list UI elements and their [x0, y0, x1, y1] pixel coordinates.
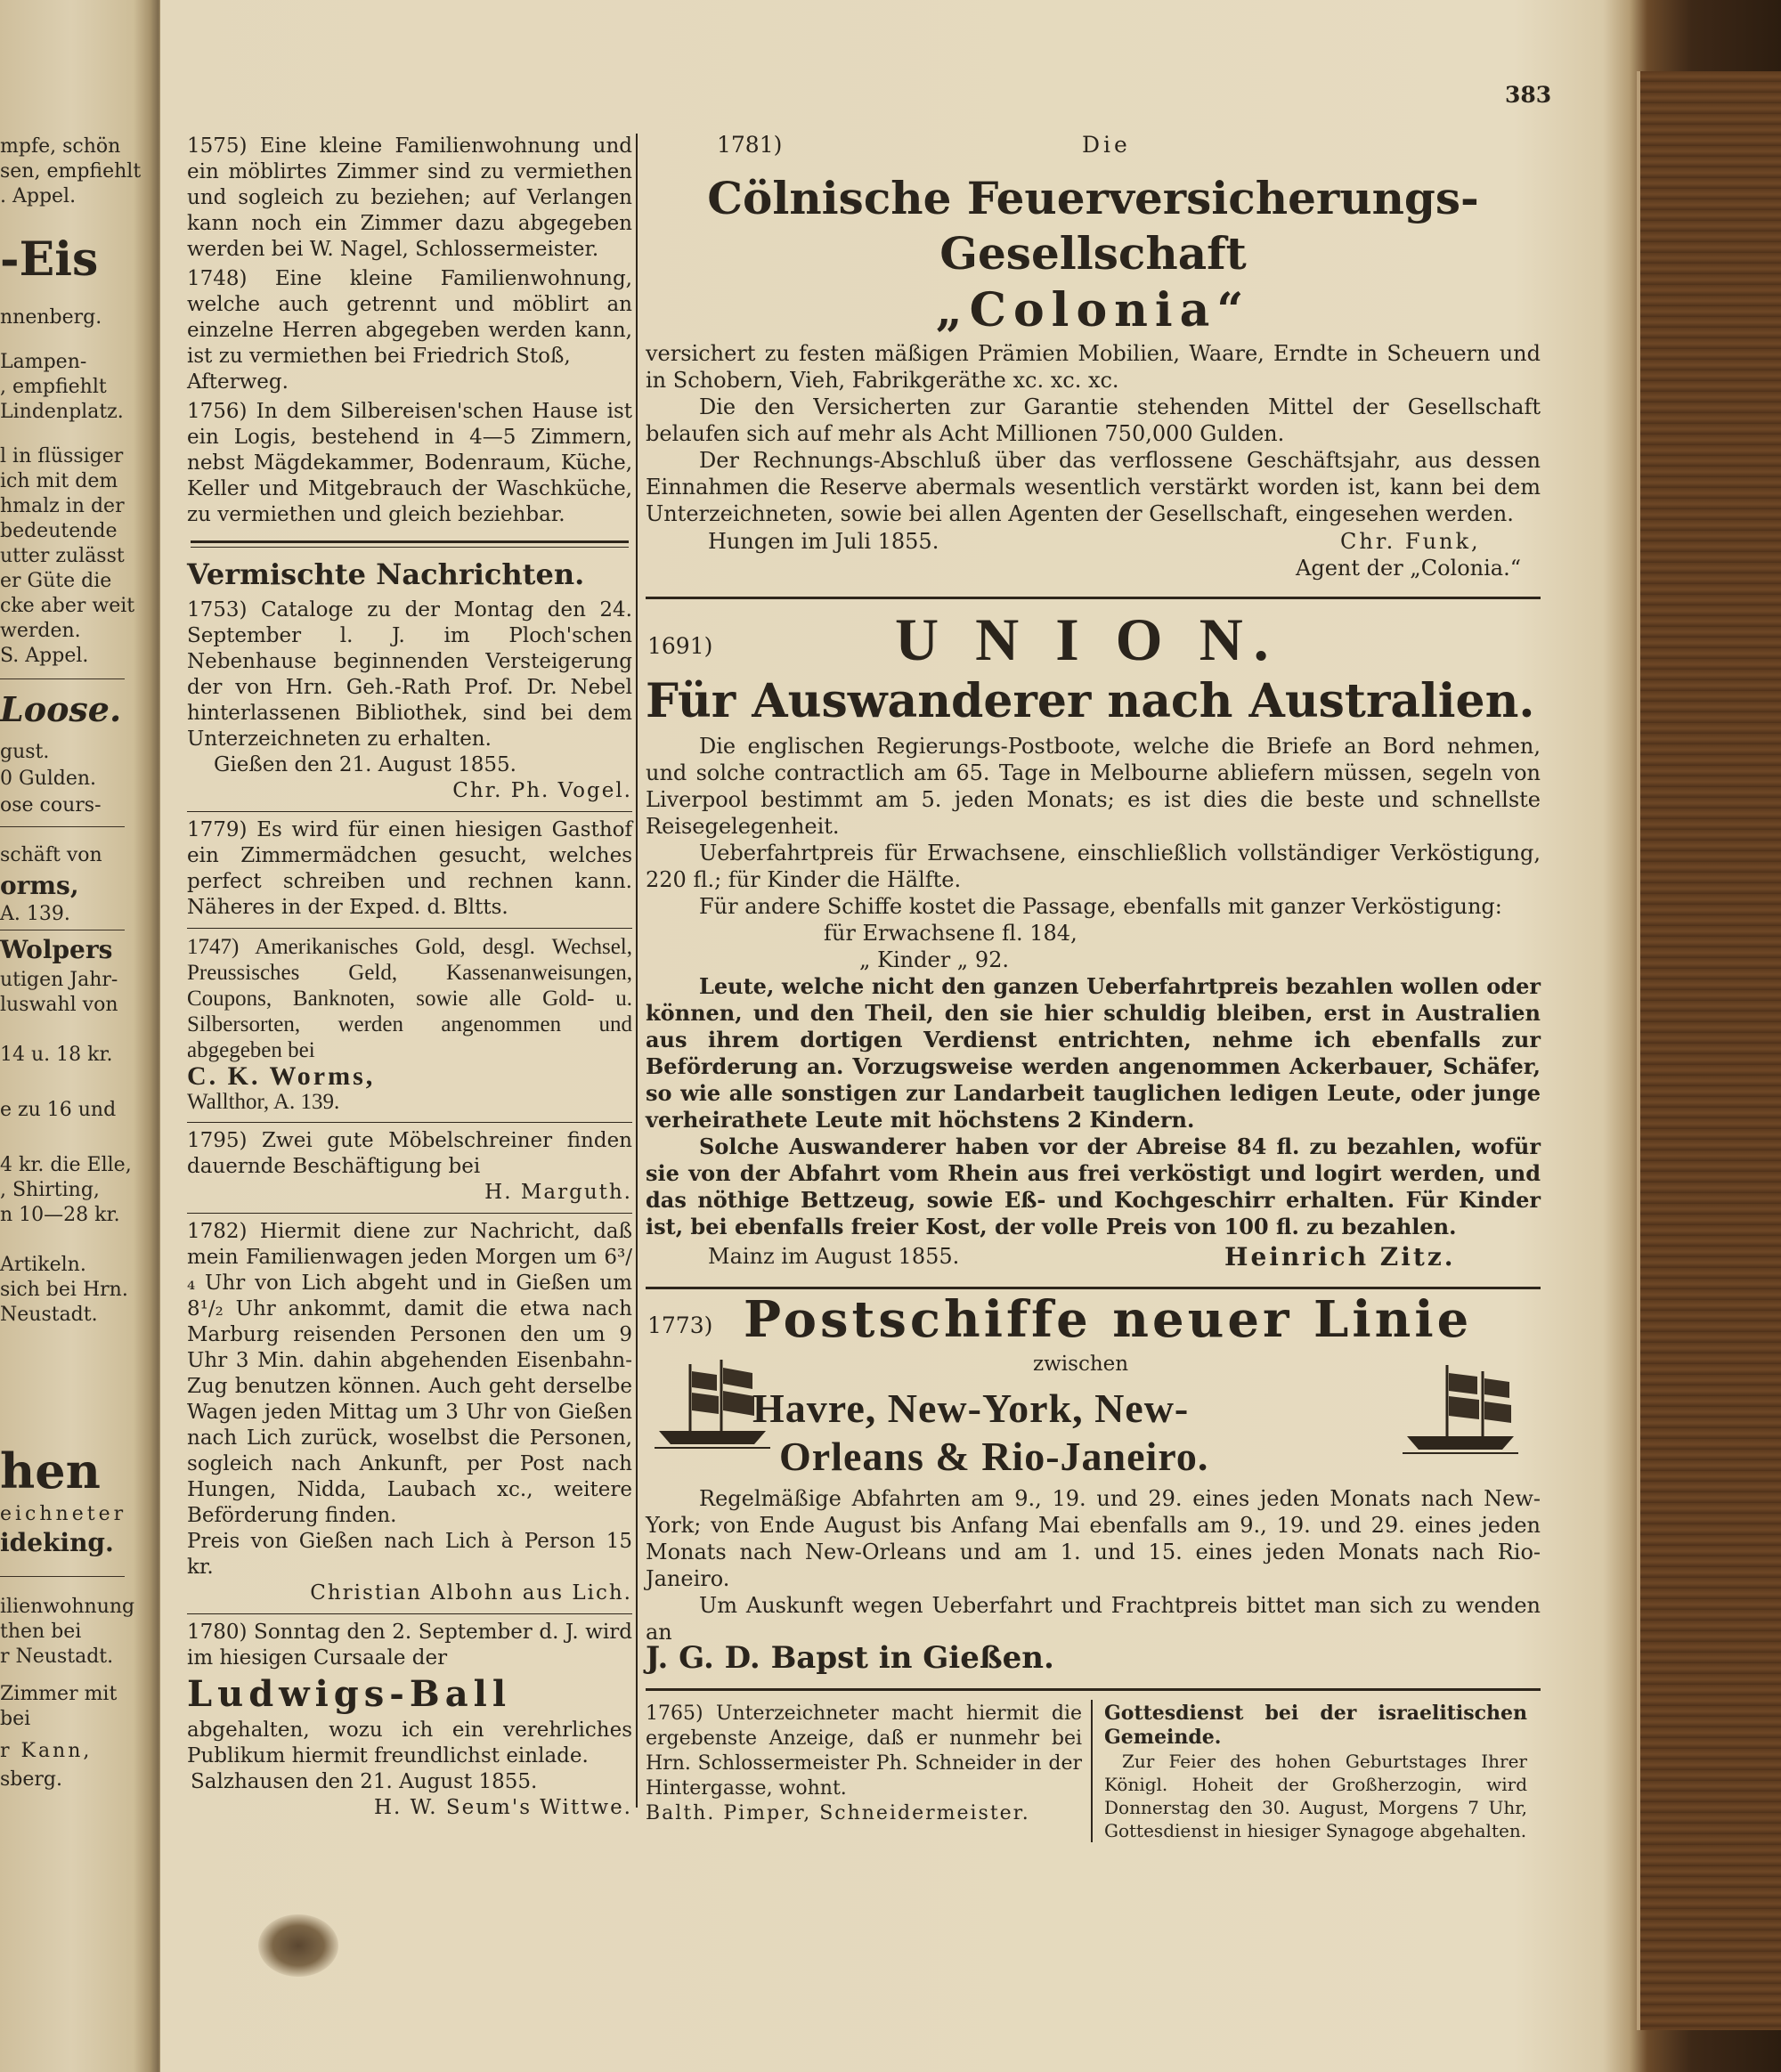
ad-divider: [187, 1613, 632, 1614]
left-fragment: utigen Jahr-: [0, 969, 118, 991]
post-zwischen: zwischen: [1033, 1353, 1129, 1376]
left-fragment: . Appel.: [0, 185, 77, 207]
left-fragment: Neustadt.: [0, 1304, 98, 1326]
left-fragment: hen: [0, 1442, 101, 1499]
book-spine: [1637, 71, 1781, 2030]
left-fragment: then bei: [0, 1621, 82, 1643]
post-paragraph-2: Um Auskunft wegen Ueberfahrt und Frachtpreis bittet man sich zu wenden an: [646, 1593, 1541, 1645]
colonia-title: Cölnische Feuerversicherungs-Gesellschaft: [707, 172, 1479, 280]
left-fragment: orms,: [0, 871, 79, 900]
left-fragment: schäft von: [0, 844, 102, 866]
left-divider: [0, 826, 125, 827]
ad-1779: 1779) Es wird für einen hiesigen Gasthof ein Zimmermädchen gesucht, welches perfect schreiben und rechnen kann. Näheres in der Exped. d. Bltts.: [187, 818, 632, 919]
gottesdienst-body: Zur Feier des hohen Geburtstages Ihrer Königl. Hoheit der Großherzogin, wird Donnerstag den 30. August, Morgens 7 Uhr, Gottesdienst in hiesiger Synagoge abgehalten.: [1104, 1751, 1527, 1841]
ad-1756: 1756) In dem Silbereisen'schen Hause ist ein Logis, bestehend in 4—5 Zimmern, nebst Mägdekammer, Bodenraum, Küche, Keller und Mitgebrauch der Waschküche, zu vermiethen und gleich beziehbar.: [187, 400, 632, 526]
ad-1747: 1747) Amerikanisches Gold, desgl. Wechsel, Preussisches Geld, Kassenanweisungen, Coupons, Banknoten, sowie alle Gold- u. Silbersorten, werden angenommen und abgegeben bei: [187, 935, 632, 1062]
ad-divider: [187, 928, 632, 929]
ad-1780-intro: 1780) Sonntag den 2. September d. J. wird im hiesigen Cursaale der: [187, 1621, 632, 1670]
ad-1782: 1782) Hiermit diene zur Nachricht, daß mein Familienwagen jeden Morgen um 6³/₄ Uhr von Lich abgeht und in Gießen um 8¹/₂ Uhr ankommt, damit die etwa nach Marburg reisenden Personen den um 9 Uhr 3 Min. dahin abgehenden Eisenbahn-Zug benutzen können. Auch geht derselbe Wagen jeden Mittag um 3 Uhr von Gießen nach Lich zurück, woselbst die Personen, sogleich nach Ankunft, per Post nach Hungen, Nidda, Laubach xc., weitere Beförderung finden.: [187, 1220, 632, 1527]
post-title: Postschiffe neuer Linie: [744, 1290, 1473, 1349]
ad-1575: 1575) Eine kleine Familienwohnung und ein möblirtes Zimmer sind zu vermiethen und sogleich zu beziehen; auf Verlangen kann noch ein Zimmer dazu abgegeben werden bei W. Nagel, Schlossermeister.: [187, 134, 632, 261]
left-fragment: r Neustadt.: [0, 1645, 114, 1668]
ad-divider: [187, 811, 632, 812]
left-fragment: 14 u. 18 kr.: [0, 1044, 113, 1066]
ad-1795-signature: H. Marguth.: [484, 1181, 632, 1204]
right-column: [646, 125, 1541, 1851]
ad-1753-signature: Chr. Ph. Vogel.: [452, 779, 632, 802]
left-fragment: ose cours-: [0, 794, 102, 817]
union-paragraph-4: Leute, welche nicht den ganzen Ueberfahrtpreis bezahlen wollen oder können, und den Theil, den sie hier schuldig bleiben, erst in Australien aus ihrem dortigen Verdienst entrichten, nehme ich ebenfalls zur Beförderung an. Vorzugsweise werden angenommen Ackerbauer, Schäfer, so wie alle sonstigen zur Landarbeit tauglichen ledigen Leute, oder junge verheirathete Leute mit höchstens 2 Kindern.: [646, 973, 1541, 1133]
left-fragment: ideking.: [0, 1528, 114, 1557]
bottom-column-rule: [1091, 1700, 1093, 1842]
left-fragment: sich bei Hrn.: [0, 1279, 128, 1301]
left-fragment: utter zulässt: [0, 545, 125, 567]
ad-1753: 1753) Cataloge zu der Montag den 24. September l. J. im Ploch'schen Nebenhause beginnenden Versteigerung der von Hrn. Geh.-Rath Prof. Dr. Nebel hinterlassenen Bibliothek, sind bei dem Unterzeichneten zu erhalten.: [187, 598, 632, 751]
left-fragment: ilienwohnung: [0, 1596, 135, 1618]
left-fragment: bei: [0, 1708, 31, 1730]
post-route-line-1: Havre, New-York, New-: [752, 1385, 1190, 1431]
page-number: 383: [1505, 82, 1552, 108]
ad-1780-date: Salzhausen den 21. August 1855.: [191, 1770, 538, 1793]
ad-1782-signature: Christian Albohn aus Lich.: [310, 1581, 632, 1605]
ad-1747-address: Wallthor, A. 139.: [187, 1090, 340, 1114]
union-paragraph-1: Die englischen Regierungs-Postboote, welche die Briefe an Bord nehmen, und solche contractlich am 65. Tage in Melbourne abliefern müssen, segeln von Liverpool bestimmt am 5. jeden Monats; es ist dies die beste und schnellste Reisegelegenheit.: [646, 734, 1541, 839]
gottesdienst-title: Gottesdienst bei der israelitischen Gemeinde.: [1104, 1702, 1527, 1749]
left-fragment: bedeutende: [0, 520, 118, 542]
ad-1765: 1765) Unterzeichneter macht hiermit die ergebenste Anzeige, daß er nunmehr bei Hrn. Schlossermeister Ph. Schneider in der Hintergasse, wohnt.: [646, 1702, 1082, 1800]
left-divider: [0, 1576, 125, 1577]
union-place-date: Mainz im August 1855.: [708, 1244, 960, 1269]
left-fragment: r Kann,: [0, 1740, 93, 1762]
ad-1748: 1748) Eine kleine Familienwohnung, welche auch getrennt und möblirt an einzelne Herren abgegeben werden kann, ist zu vermiethen bei Friedrich Stoß,: [187, 267, 632, 368]
colonia-paragraph-3: Der Rechnungs-Abschluß über das verflossene Geschäftsjahr, aus dessen Einnahmen die Reserve abermals wesentlich verstärkt worden ist, kann bei dem Unterzeichneten, sowie bei allen Agenten der Gesellschaft, eingesehen werden.: [646, 448, 1541, 526]
left-fragment: l in flüssiger: [0, 445, 124, 467]
ad-1780-signature: H. W. Seum's Wittwe.: [373, 1796, 632, 1819]
left-fragment: sen, empfiehlt: [0, 160, 142, 183]
paper-stain: [258, 1914, 338, 1977]
left-fragment: er Güte die: [0, 570, 112, 592]
ad-1781-die: Die: [1082, 132, 1131, 158]
union-paragraph-2: Ueberfahrtpreis für Erwachsene, einschließlich vollständiger Verköstigung, 220 fl.; für Kinder die Hälfte.: [646, 841, 1541, 892]
left-fragment: luswahl von: [0, 994, 118, 1016]
union-signature: Heinrich Zitz.: [1224, 1242, 1456, 1272]
ship-right-icon: [1403, 1361, 1518, 1459]
left-fragment: werden.: [0, 620, 81, 642]
middle-column: [187, 134, 632, 1821]
left-fragment: ich mit dem: [0, 470, 118, 492]
colonia-paragraph-1: versichert zu festen mäßigen Prämien Mobilien, Waare, Erndte in Scheuern und in Schobern, Vieh, Fabrikgeräthe xc. xc. xc.: [646, 341, 1541, 393]
left-fragment: sberg.: [0, 1768, 62, 1791]
union-subtitle: Für Auswanderer nach Australien.: [646, 674, 1535, 728]
post-paragraph-1: Regelmäßige Abfahrten am 9., 19. und 29. eines jeden Monats nach New-York; von Ende August bis Anfang Mai ebenfalls am 9., 19. und 29. eines jeden Monats nach New-Orleans und am 1. und 15. eines jeden Monats nach Rio-Janeiro.: [646, 1486, 1541, 1591]
ad-1782-price: Preis von Gießen nach Lich à Person 15 kr.: [187, 1530, 632, 1579]
ad-1691-number: 1691): [647, 633, 713, 659]
section-rule-thin: [191, 547, 629, 548]
ad-divider: [187, 1213, 632, 1214]
left-fragment: A. 139.: [0, 903, 70, 925]
section-title: Vermischte Nachrichten.: [187, 557, 585, 591]
left-fragment: e zu 16 und: [0, 1099, 117, 1121]
left-fragment: -Eis: [0, 232, 99, 287]
colonia-place-date: Hungen im Juli 1855.: [708, 529, 939, 554]
union-title: U N I O N.: [895, 605, 1280, 673]
ad-divider: [187, 1122, 632, 1123]
left-fragment: 4 kr. die Elle,: [0, 1154, 132, 1176]
union-price-adults: für Erwachsene fl. 184,: [824, 921, 1078, 946]
left-fragment: Loose.: [0, 689, 122, 729]
left-fragment: Lampen-: [0, 351, 87, 373]
ad-1748-signature: Afterweg.: [187, 370, 289, 394]
post-signature: J. G. D. Bapst in Gießen.: [646, 1640, 1054, 1676]
left-fragment: , empfiehlt: [0, 376, 107, 398]
left-fragment: Artikeln.: [0, 1254, 86, 1276]
left-fragment: nnenberg.: [0, 306, 102, 329]
ad-1795: 1795) Zwei gute Möbelschreiner finden dauernde Beschäftigung bei: [187, 1129, 632, 1178]
column-rule: [636, 134, 638, 1808]
left-fragment: Lindenplatz.: [0, 401, 124, 423]
ad-1780-body: abgehalten, wozu ich ein verehrliches Publikum hiermit freundlichst einlade.: [187, 1719, 632, 1767]
ad-1781-number: 1781): [717, 132, 783, 158]
left-fragment: hmalz in der: [0, 495, 125, 517]
left-fragment: S. Appel.: [0, 645, 89, 667]
colonia-paragraph-2: Die den Versicherten zur Garantie stehenden Mittel der Gesellschaft belaufen sich auf mehr als Acht Millionen 750,000 Gulden.: [646, 394, 1541, 446]
ad-1773-number: 1773): [647, 1312, 713, 1338]
left-fragment: Zimmer mit: [0, 1683, 118, 1705]
left-fragment: n 10—28 kr.: [0, 1204, 120, 1226]
left-fragment: gust.: [0, 741, 50, 763]
union-paragraph-3: Für andere Schiffe kostet die Passage, ebenfalls mit ganzer Verköstigung:: [699, 894, 1502, 919]
post-route-line-2: Orleans & Rio-Janeiro.: [779, 1434, 1209, 1479]
ad-1747-name: C. K. Worms,: [187, 1061, 376, 1091]
left-fragment: eichneter: [0, 1503, 127, 1525]
union-price-children: „ Kinder „ 92.: [859, 947, 1010, 972]
ad-1753-date: Gießen den 21. August 1855.: [214, 753, 516, 776]
left-divider: [0, 678, 125, 679]
left-fragment: , Shirting,: [0, 1179, 100, 1201]
union-paragraph-5: Solche Auswanderer haben vor der Abreise 84 fl. zu bezahlen, wofür sie von der Abfahrt vom Rhein aus frei verköstigt und logirt werden, und das nöthige Bettzeug, sowie Eß- und Kochgeschirr erhalten. Für Kinder ist, bei ebenfalls freier Kost, der volle Preis von 100 fl. zu bezahlen.: [646, 1134, 1541, 1239]
left-fragment: mpfe, schön: [0, 135, 121, 158]
colonia-signature-role: Agent der „Colonia.“: [1296, 556, 1522, 581]
colonia-name: „Colonia“: [935, 283, 1251, 337]
left-fragment: 0 Gulden.: [0, 768, 97, 790]
left-fragment: cke aber weit: [0, 595, 135, 617]
ad-1765-signature: Balth. Pimper, Schneidermeister.: [646, 1802, 1030, 1824]
left-fragment: Wolpers: [0, 935, 113, 964]
ad-1780-title: Ludwigs-Ball: [187, 1673, 512, 1715]
colonia-signature-name: Chr. Funk,: [1340, 529, 1481, 554]
